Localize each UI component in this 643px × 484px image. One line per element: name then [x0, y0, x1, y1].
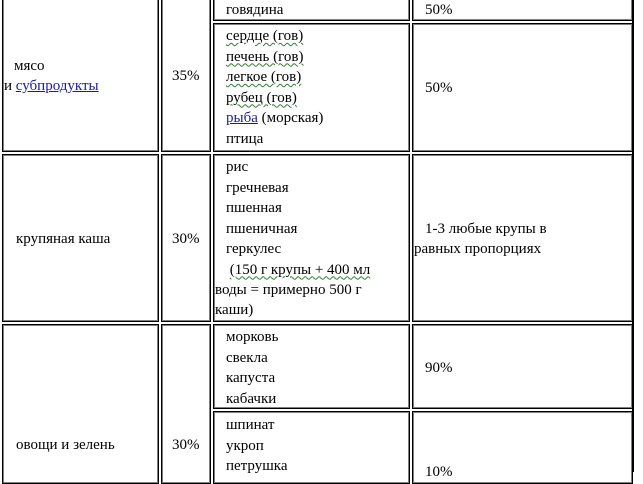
- item-beef: говядина: [226, 2, 284, 18]
- fish-note: (морская): [261, 110, 324, 126]
- item-beet: свекла: [226, 349, 268, 366]
- percent-meat: 35%: [172, 68, 200, 84]
- item-cabbage: капуста: [226, 370, 276, 386]
- subproducts-link[interactable]: субпродукты: [15, 78, 99, 94]
- item-dill: укроп: [226, 437, 264, 454]
- and-word: и: [4, 78, 13, 94]
- grain-note-1: [226, 260, 370, 281]
- item-rice: рис: [226, 159, 249, 175]
- grain-note-3: каши): [215, 302, 254, 318]
- item-millet: пшенная: [226, 200, 282, 216]
- share-greens: 10%: [425, 464, 453, 480]
- item-heart: сердце (гов): [226, 28, 304, 44]
- item-fish: [226, 108, 323, 129]
- share-porridge-2: равных пропорциях: [414, 241, 542, 257]
- fish-link[interactable]: рыба: [226, 110, 258, 126]
- percent-porridge: 30%: [172, 231, 200, 247]
- item-tripe: рубец (гов): [226, 89, 297, 106]
- category-label-meat: мясо: [14, 58, 45, 74]
- item-carrot: морковь: [226, 329, 279, 345]
- grain-list: [226, 157, 370, 280]
- category-label-veg: овощи и зелень: [16, 437, 115, 453]
- item-lung: легкое (гов): [226, 69, 302, 85]
- offal-list: [226, 26, 323, 149]
- item-spinach: шпинат: [226, 417, 275, 433]
- share-beef: 50%: [425, 2, 453, 18]
- item-parsley: петрушка: [226, 458, 288, 474]
- category-label-porridge: крупяная каша: [16, 231, 111, 247]
- item-oats: геркулес: [226, 241, 282, 257]
- vegetable-list: [226, 327, 278, 409]
- grain-note-1-text: (150 г крупы + 400 мл: [229, 261, 371, 278]
- percent-cell-veg: [161, 324, 211, 484]
- percent-veg: 30%: [172, 437, 200, 453]
- item-wheat: пшеничная: [226, 220, 298, 237]
- share-offal: 50%: [425, 80, 453, 96]
- item-liver: печень (гов): [226, 48, 304, 65]
- share-porridge-1: 1-3 любые крупы в: [425, 221, 547, 237]
- share-vegetables: 90%: [425, 360, 453, 376]
- category-cell-veg: [2, 324, 159, 484]
- category-label-meat-line2: [4, 76, 99, 97]
- item-buckwheat: гречневая: [226, 179, 289, 196]
- item-zucchini: кабачки: [226, 390, 277, 407]
- item-poultry: птица: [226, 130, 264, 147]
- grain-note-2: воды = примерно 500 г: [215, 282, 362, 298]
- greens-list: [226, 415, 288, 477]
